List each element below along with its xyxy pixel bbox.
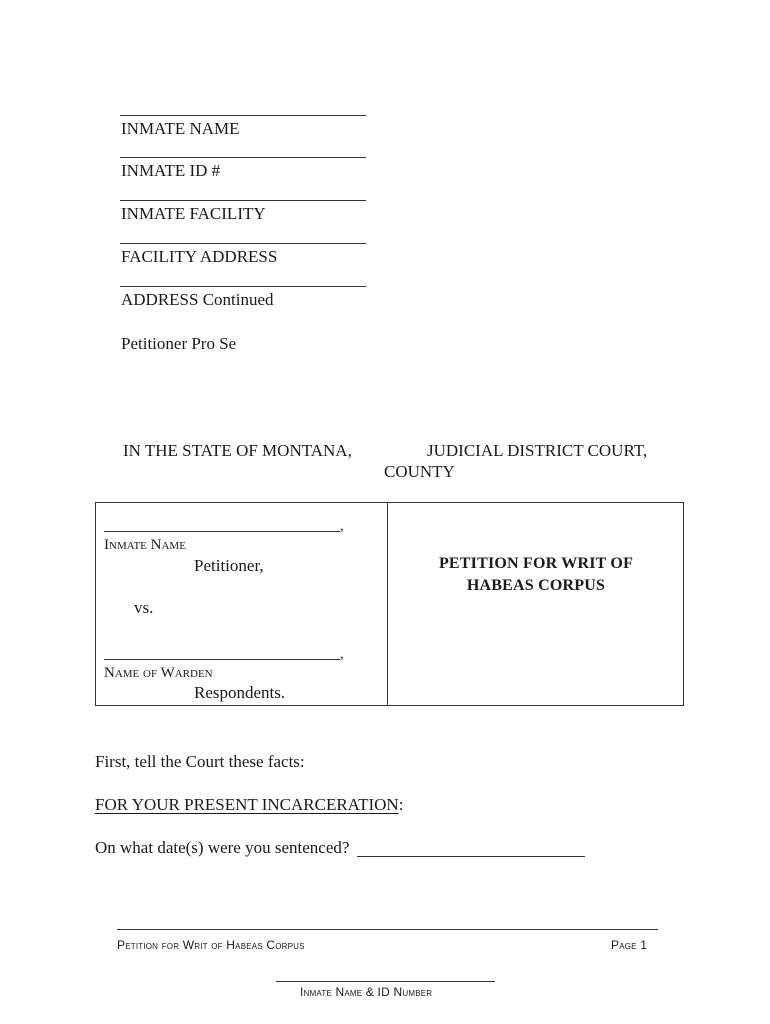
address-continued-label: ADDRESS Continued [121,290,274,309]
warden-name-caption-label: Name of Warden [104,665,213,681]
petitioner-comma: , [340,518,344,534]
court-county: COUNTY [384,462,455,481]
footer-document-title: Petition for Writ of Habeas Corpus [117,938,305,952]
inmate-name-line [120,115,366,116]
petition-title-line2: HABEAS CORPUS [466,577,606,594]
petition-title-line1: PETITION FOR WRIT OF [438,555,634,572]
respondent-name-line [104,659,340,660]
respondent-comma: , [340,646,344,662]
inmate-name-caption-label: Inmate Name [104,537,186,553]
sentenced-question: On what date(s) were you sentenced? [95,838,350,857]
address-continued-line [120,286,366,287]
section-heading-text: FOR YOUR PRESENT INCARCERATION [95,795,399,814]
case-caption-divider [387,502,388,706]
court-district: JUDICIAL DISTRICT COURT, [427,441,648,460]
versus-label: vs. [134,598,154,617]
footer-page-label: Page 1 [611,938,648,952]
facility-address-line [120,243,366,244]
inmate-facility-label: INMATE FACILITY [121,204,266,223]
section-heading-colon: : [398,795,404,814]
section-heading [95,795,403,815]
court-state: IN THE STATE OF MONTANA, [123,441,352,460]
footer-rule [117,929,658,930]
sentenced-date-line[interactable] [357,856,585,857]
inmate-id-line [120,157,366,158]
facility-address-label: FACILITY ADDRESS [121,247,278,266]
respondents-label: Respondents. [194,683,286,702]
inmate-id-label: INMATE ID # [121,161,221,180]
petitioner-pro-se-label: Petitioner Pro Se [121,334,237,353]
petitioner-label: Petitioner, [194,556,264,575]
footer-name-id-line [276,981,495,982]
intro-text: First, tell the Court these facts: [95,752,305,771]
inmate-facility-line [120,200,366,201]
inmate-name-label: INMATE NAME [121,119,240,138]
footer-name-id-label: Inmate Name & ID Number [300,985,433,999]
petitioner-name-line [104,531,340,532]
